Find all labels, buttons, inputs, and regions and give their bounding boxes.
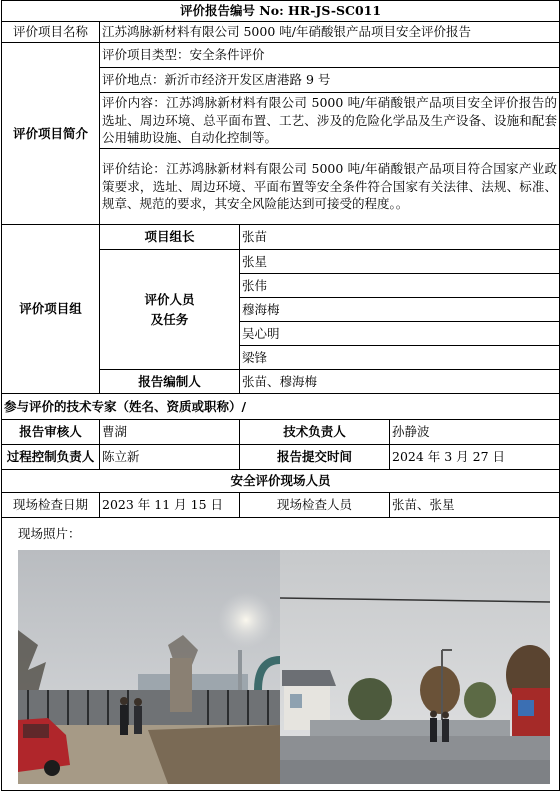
member-item: 梁锋: [240, 346, 560, 370]
team-label: 评价项目组: [2, 225, 100, 394]
process-label: 过程控制负责人: [2, 445, 100, 470]
submit-value: 2024 年 3 月 27 日: [390, 445, 560, 470]
site-date-label: 现场检查日期: [2, 493, 100, 518]
intro-type: 评价项目类型：安全条件评价: [100, 43, 560, 68]
members-label-line-2: 及任务: [150, 311, 189, 327]
project-name-label: 评价项目名称: [2, 22, 100, 43]
intro-location: 评价地点：新沂市经济开发区唐港路 9 号: [100, 68, 560, 93]
reviewer-label: 报告审核人: [2, 420, 100, 445]
intro-conclusion: 评价结论：江苏鸿脉新材料有限公司 5000 吨/年硝酸银产品项目符合国家产业政策要求，选址、周边环境、平面布置等安全条件符合国家有关法律、法规、标准、规章、规范的要求，其安全风险能达到可接受的程度。。: [100, 149, 560, 225]
project-name-value: 江苏鸿脉新材料有限公司 5000 吨/年硝酸银产品项目安全评价报告: [100, 22, 560, 43]
tech-value: 孙静波: [390, 420, 560, 445]
reviewer-value: 曹湖: [100, 420, 240, 445]
site-date-value: 2023 年 11 月 15 日: [100, 493, 240, 518]
experts-row: 参与评价的技术专家（姓名、资质或职称）/: [2, 394, 560, 420]
tech-label: 技术负责人: [240, 420, 390, 445]
site-photo-2-image: [280, 550, 550, 784]
site-photos: [18, 550, 550, 784]
members-label: [100, 250, 240, 370]
member-item: 穆海梅: [240, 298, 560, 322]
site-photo-1: [18, 550, 280, 784]
process-value: 陈立新: [100, 445, 240, 470]
site-staff-value: 张苗、张星: [390, 493, 560, 518]
submit-label: 报告提交时间: [240, 445, 390, 470]
compiler-label: 报告编制人: [100, 370, 240, 394]
evaluation-report-page: [1, 0, 559, 804]
member-item: 张伟: [240, 274, 560, 298]
report-table: [1, 0, 560, 791]
compiler-value: 张苗、穆海梅: [240, 370, 560, 394]
members-label-line-1: 评价人员: [144, 291, 195, 307]
site-photo-1-image: [18, 550, 280, 784]
site-photo-2: [280, 550, 550, 784]
site-photos-cell: [2, 518, 560, 791]
member-item: 张星: [240, 250, 560, 274]
leader-label: 项目组长: [100, 225, 240, 250]
site-staff-label: 现场检查人员: [240, 493, 390, 518]
leader-value: 张苗: [240, 225, 560, 250]
member-item: 吴心明: [240, 322, 560, 346]
intro-label: 评价项目简介: [2, 43, 100, 225]
site-section-title: 安全评价现场人员: [2, 470, 560, 493]
intro-content: 评价内容：江苏鸿脉新材料有限公司 5000 吨/年硝酸银产品项目安全评价报告的选址、周边环境、总平面布置、工艺、涉及的危险化学品及生产设备、设施和配套公用辅助设施、自动化控制等。: [100, 93, 560, 149]
report-number-header: 评价报告编号 No: HR-JS-SC011: [2, 1, 560, 22]
site-photos-label: 现场照片：: [18, 526, 81, 541]
